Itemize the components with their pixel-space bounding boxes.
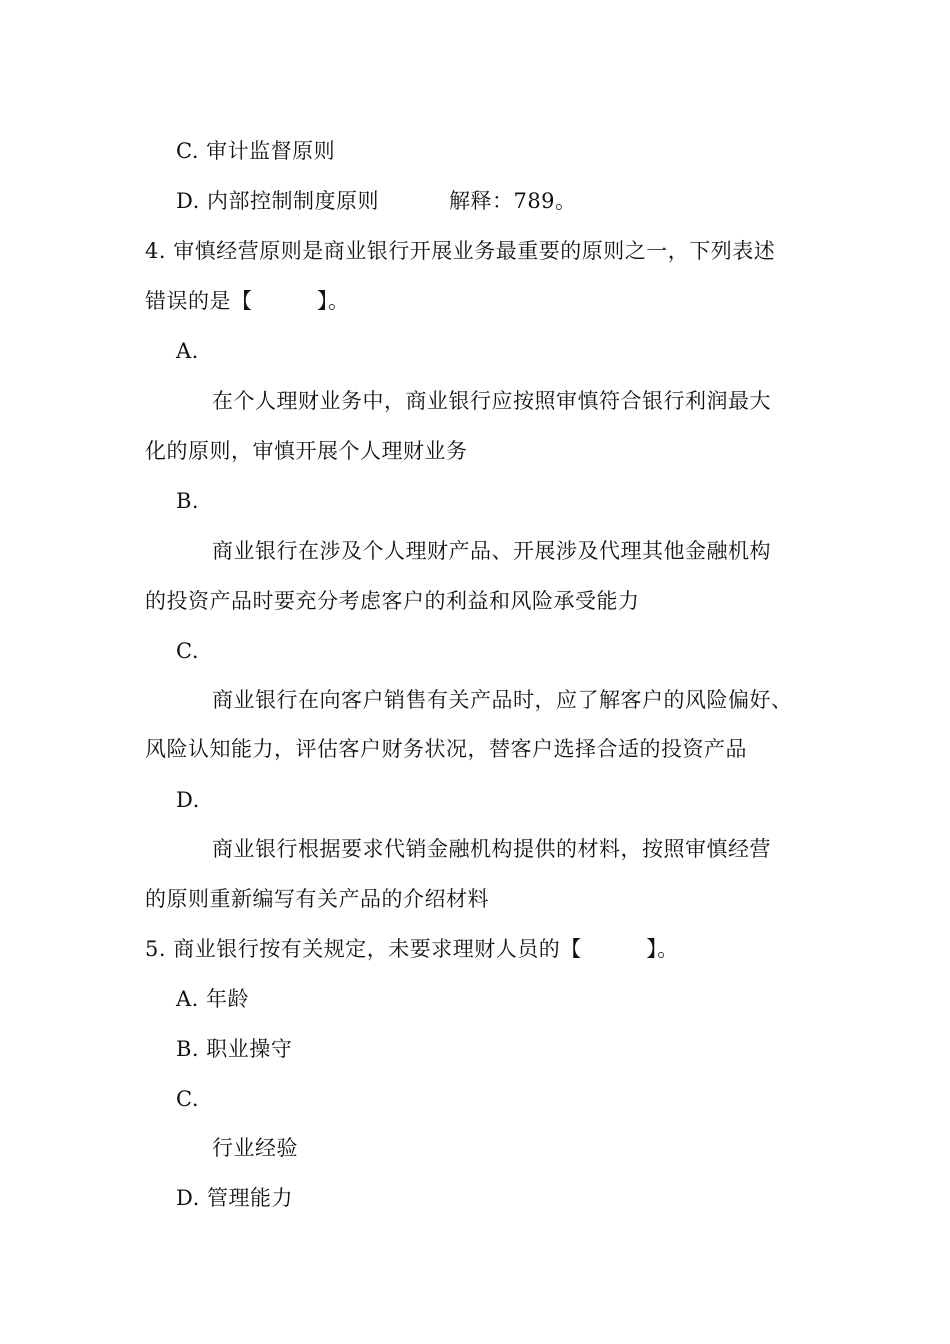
q4-option-d-text-line1: 商业银行根据要求代销金融机构提供的材料，按照审慎经营 — [212, 837, 771, 861]
q4-stem-line2: 错误的是【 】。 — [145, 289, 350, 313]
q5-option-c-label: C. — [176, 1087, 199, 1111]
q3-option-c: C. 审计监督原则 — [176, 139, 336, 163]
q5-option-b: B. 职业操守 — [176, 1037, 293, 1061]
q4-option-c-text-line2: 风险认知能力，评估客户财务状况，替客户选择合适的投资产品 — [145, 737, 747, 761]
q3-option-d: D. 内部控制制度原则 — [176, 189, 379, 213]
q5-option-a: A. 年龄 — [176, 987, 250, 1011]
q4-option-b-text-line2: 的投资产品时要充分考虑客户的利益和风险承受能力 — [145, 589, 640, 613]
q4-stem-line1: 4. 审慎经营原则是商业银行开展业务最重要的原则之一，下列表述 — [145, 239, 776, 263]
q4-option-d-label: D. — [176, 788, 200, 812]
q4-option-b-label: B. — [176, 489, 200, 513]
q4-option-c-label: C. — [176, 639, 199, 663]
q5-stem: 5. 商业银行按有关规定，未要求理财人员的【 】。 — [145, 937, 679, 961]
q4-option-a-label: A. — [176, 339, 199, 363]
q4-option-c-text-line1: 商业银行在向客户销售有关产品时，应了解客户的风险偏好、 — [212, 688, 793, 712]
q4-option-a-text-line1: 在个人理财业务中，商业银行应按照审慎符合银行利润最大 — [212, 389, 771, 413]
q3-option-d-row — [176, 187, 577, 215]
q4-option-a-text-line2: 化的原则，审慎开展个人理财业务 — [145, 439, 468, 463]
q4-option-d-text-line2: 的原则重新编写有关产品的介绍材料 — [145, 887, 489, 911]
q4-option-b-text-line1: 商业银行在涉及个人理财产品、开展涉及代理其他金融机构 — [212, 539, 771, 563]
q5-option-c-text: 行业经验 — [212, 1136, 298, 1160]
q3-explanation: 解释：789。 — [448, 189, 577, 213]
q5-option-d: D. 管理能力 — [176, 1186, 293, 1210]
